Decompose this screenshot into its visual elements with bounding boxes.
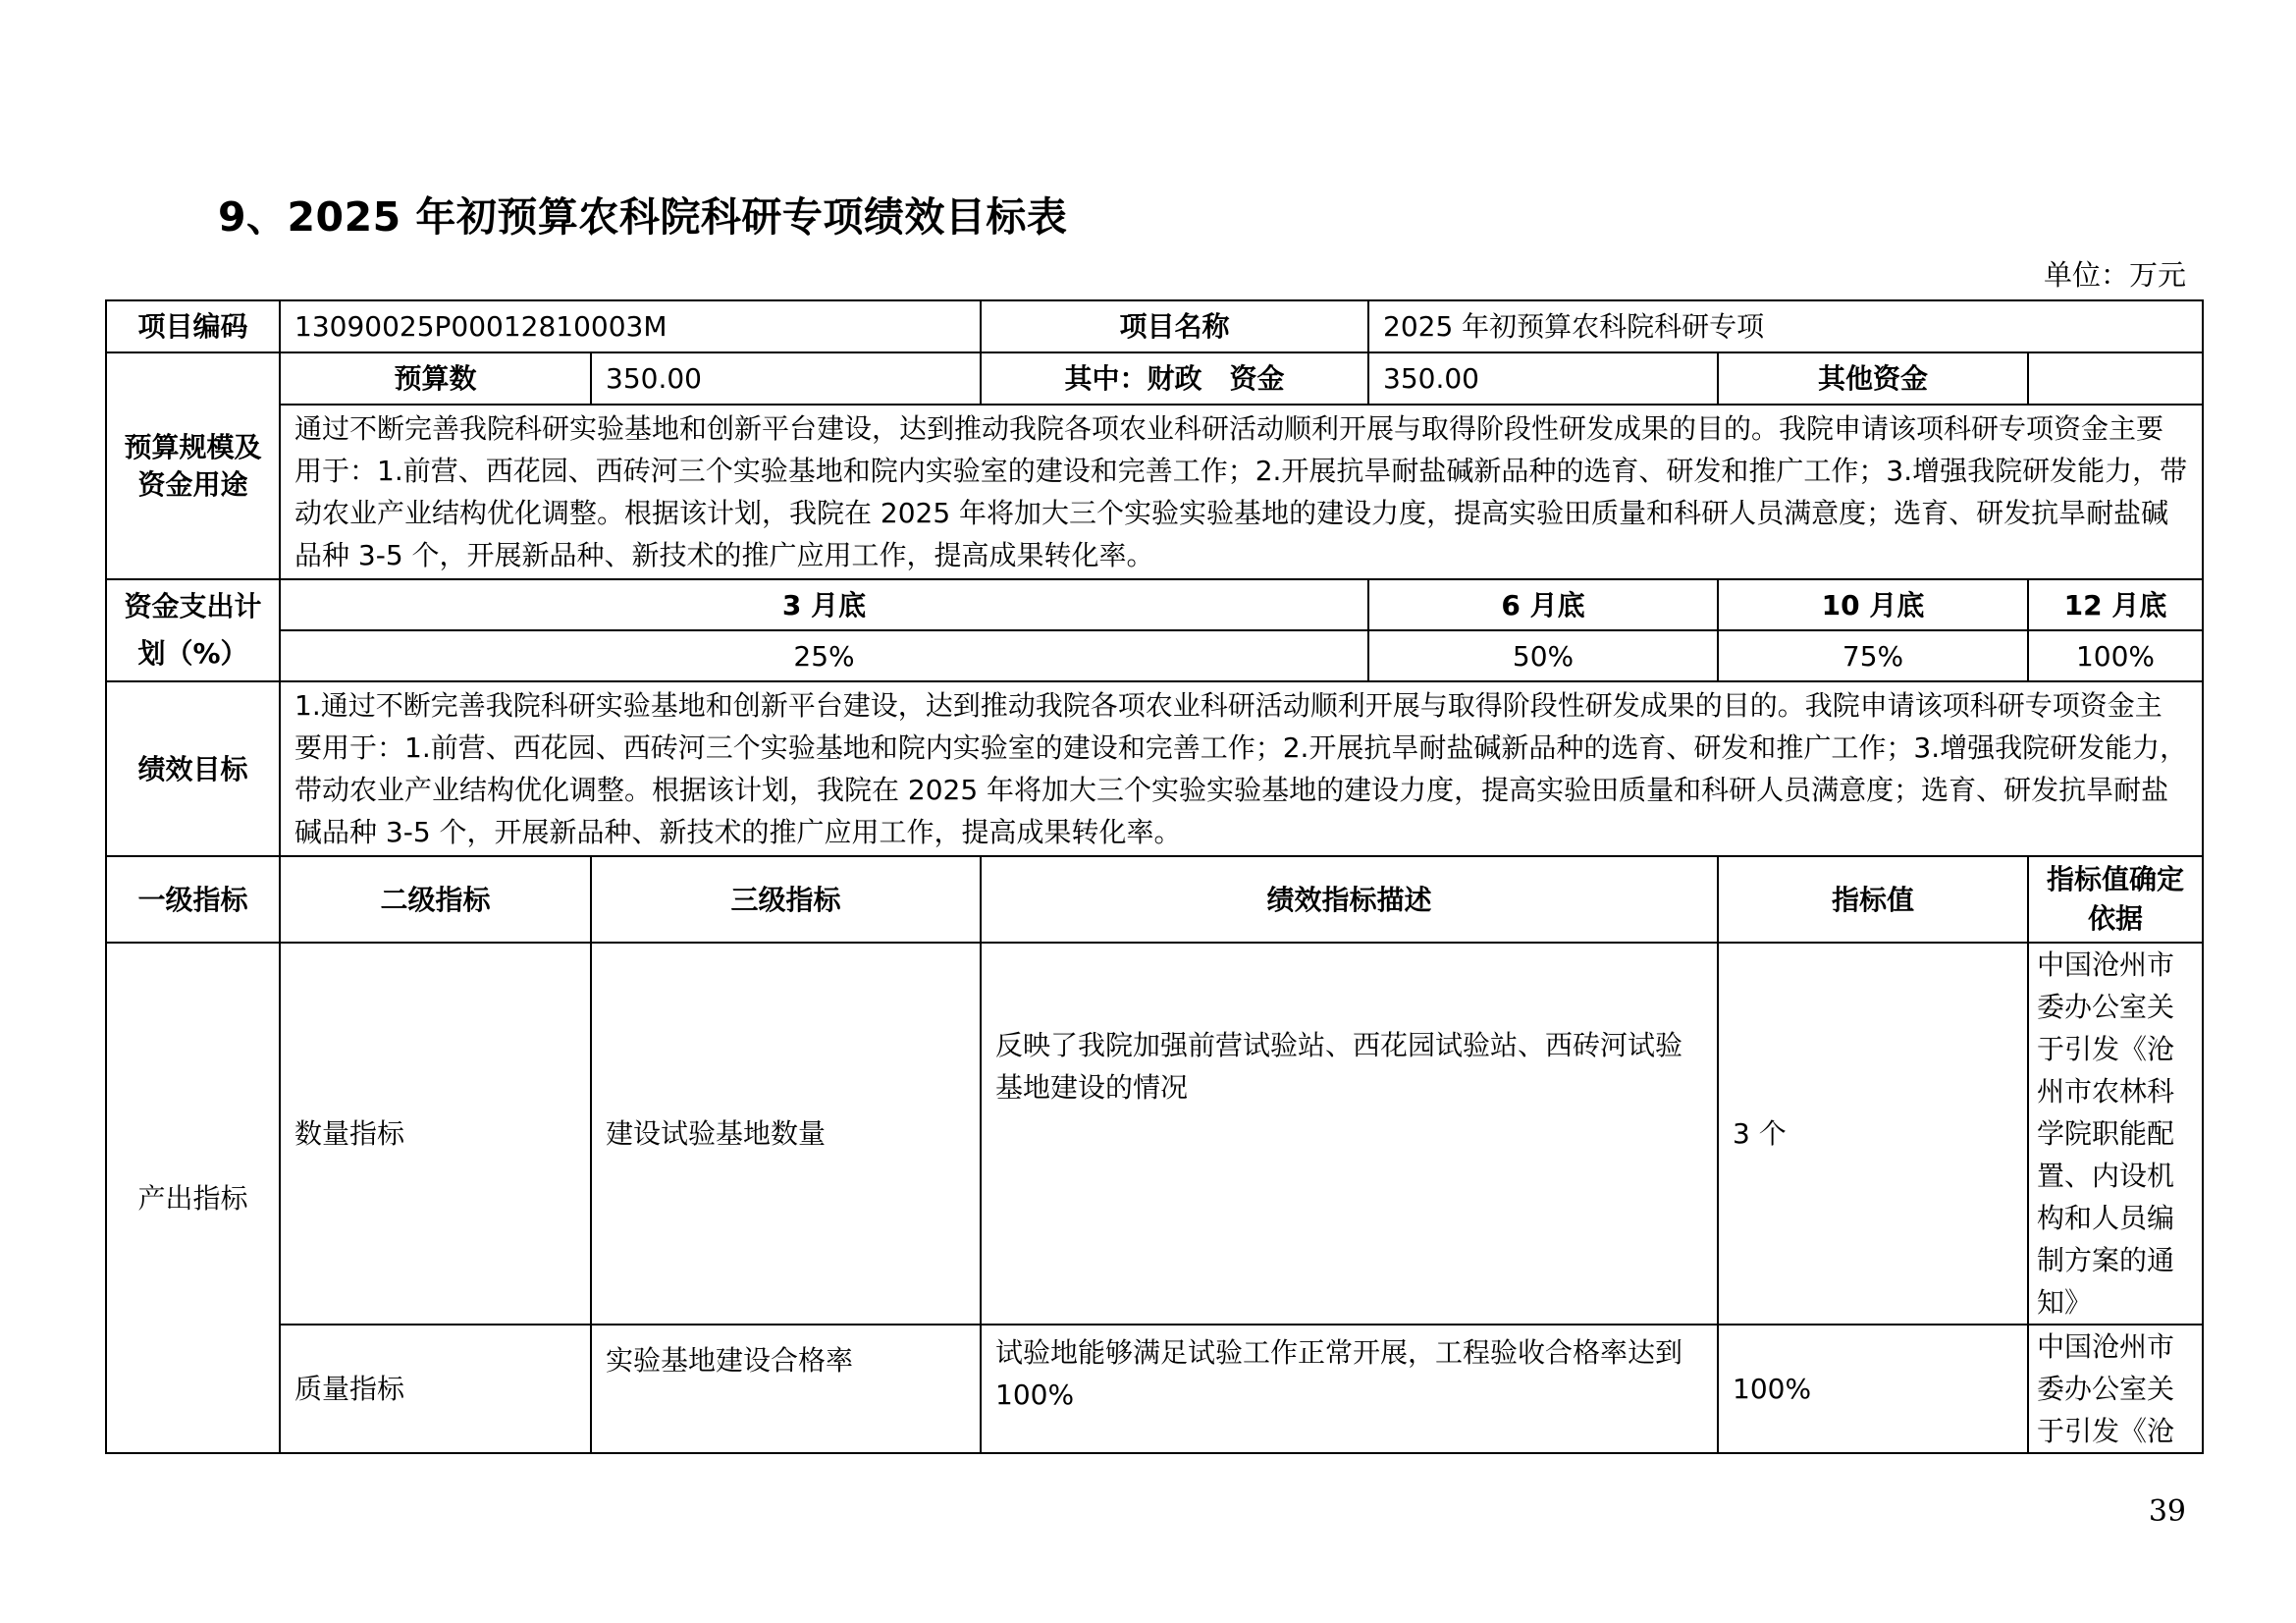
indicator-row-quantity xyxy=(106,943,2203,1325)
budget-description-row xyxy=(106,405,2203,579)
indicator-description: 反映了我院加强前营试验站、西花园试验站、西砖河试验基地建设的情况 xyxy=(981,943,1718,1325)
indicator-basis: 中国沧州市委办公室关于引发《沧 xyxy=(2028,1325,2203,1453)
budget-section-label: 预算规模及资金用途 xyxy=(106,352,280,579)
project-code-label: 项目编码 xyxy=(106,300,280,352)
spending-plan-header-row xyxy=(106,579,2203,630)
budget-total-label: 预算数 xyxy=(280,352,591,405)
indicator-description: 试验地能够满足试验工作正常开展，工程验收合格率达到 100% xyxy=(981,1325,1718,1453)
header-value: 指标值 xyxy=(1718,856,2028,943)
header-description: 绩效指标描述 xyxy=(981,856,1718,943)
budget-other-label: 其他资金 xyxy=(1718,352,2028,405)
performance-target-table xyxy=(105,299,2204,1454)
budget-other-value xyxy=(2028,352,2203,405)
indicator-header-row xyxy=(106,856,2203,943)
budget-amount-row xyxy=(106,352,2203,405)
performance-goal-row xyxy=(106,681,2203,856)
project-code-value: 13090025P00012810003M xyxy=(280,300,981,352)
spending-plan-value-row xyxy=(106,630,2203,681)
budget-description: 通过不断完善我院科研实验基地和创新平台建设，达到推动我院各项农业科研活动顺利开展与取得阶段性研发成果的目的。我院申请该项科研专项资金主要用于：1.前营、西花园、西砖河三个实验基地和院内实验室的建设和完善工作；2.开展抗旱耐盐碱新品种的选育、研发和推广工作；3.增强我院研发能力，带动农业产业结构优化调整。根据该计划，我院在 2025 年将加大三个实验实验基地的建设力度，提高实验田质量和科研人员满意度；选育、研发抗旱耐盐碱品种 3-5 个，开展新品种、新技术的推广应用工作，提高成果转化率。 xyxy=(280,405,2203,579)
indicator-row-quality xyxy=(106,1325,2203,1453)
budget-total-value: 350.00 xyxy=(591,352,981,405)
unit-label: 单位：万元 xyxy=(2043,258,2186,292)
spending-plan-label: 资金支出计划（%） xyxy=(106,579,280,681)
indicator-value: 100% xyxy=(1718,1325,2028,1453)
page-title: 9、2025 年初预算农科院科研专项绩效目标表 xyxy=(218,193,1068,241)
project-name-label: 项目名称 xyxy=(981,300,1368,352)
project-info-row xyxy=(106,300,2203,352)
header-level2: 二级指标 xyxy=(280,856,591,943)
indicator-level2: 质量指标 xyxy=(280,1325,591,1453)
performance-goal-text: 1.通过不断完善我院科研实验基地和创新平台建设，达到推动我院各项农业科研活动顺利开展与取得阶段性研发成果的目的。我院申请该项科研专项资金主要用于：1.前营、西花园、西砖河三个实验基地和院内实验室的建设和完善工作；2.开展抗旱耐盐碱新品种的选育、研发和推广工作；3.增强我院研发能力，带动农业产业结构优化调整。根据该计划，我院在 2025 年将加大三个实验实验基地的建设力度，提高实验田质量和科研人员满意度；选育、研发抗旱耐盐碱品种 3-5 个，开展新品种、新技术的推广应用工作，提高成果转化率。 xyxy=(280,681,2203,856)
spending-header-jun: 6 月底 xyxy=(1368,579,1718,630)
indicator-level3: 建设试验基地数量 xyxy=(591,943,981,1325)
header-basis: 指标值确定依据 xyxy=(2028,856,2203,943)
indicator-level1: 产出指标 xyxy=(106,943,280,1453)
budget-fiscal-value: 350.00 xyxy=(1368,352,1718,405)
indicator-level2: 数量指标 xyxy=(280,943,591,1325)
spending-value-oct: 75% xyxy=(1718,630,2028,681)
page-number: 39 xyxy=(2148,1494,2186,1529)
header-level1: 一级指标 xyxy=(106,856,280,943)
performance-goal-label: 绩效目标 xyxy=(106,681,280,856)
spending-value-jun: 50% xyxy=(1368,630,1718,681)
indicator-level3: 实验基地建设合格率 xyxy=(591,1325,981,1453)
indicator-value: 3 个 xyxy=(1718,943,2028,1325)
budget-fiscal-label: 其中：财政 资金 xyxy=(981,352,1368,405)
project-name-value: 2025 年初预算农科院科研专项 xyxy=(1368,300,2203,352)
header-level3: 三级指标 xyxy=(591,856,981,943)
spending-header-dec: 12 月底 xyxy=(2028,579,2203,630)
spending-value-dec: 100% xyxy=(2028,630,2203,681)
spending-header-mar: 3 月底 xyxy=(280,579,1368,630)
indicator-basis: 中国沧州市委办公室关于引发《沧州市农林科学院职能配置、内设机构和人员编制方案的通知》 xyxy=(2028,943,2203,1325)
spending-value-mar: 25% xyxy=(280,630,1368,681)
spending-header-oct: 10 月底 xyxy=(1718,579,2028,630)
